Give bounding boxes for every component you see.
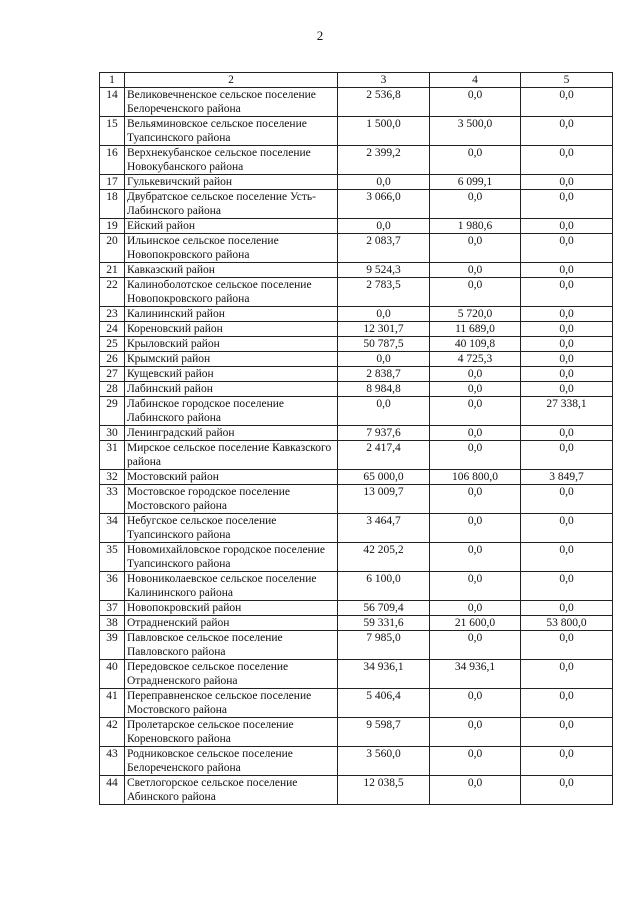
municipality-name: Новониколаевское сельское поселение Калининского района <box>125 572 338 601</box>
table-row <box>100 485 613 514</box>
municipality-name: Пролетарское сельское поселение Кореновского района <box>125 718 338 747</box>
column-header: 3 <box>338 73 430 88</box>
table-row <box>100 352 613 367</box>
municipality-name: Родниковское сельское поселение Белореченского района <box>125 747 338 776</box>
amount-col-4: 11 689,0 <box>430 322 521 337</box>
table-row <box>100 382 613 397</box>
row-number: 32 <box>100 470 125 485</box>
table-row <box>100 146 613 175</box>
amount-col-5: 0,0 <box>521 660 613 689</box>
municipality-name: Верхнекубанское сельское поселение Новокубанского района <box>125 146 338 175</box>
amount-col-3: 9 598,7 <box>338 718 430 747</box>
amount-col-5: 0,0 <box>521 219 613 234</box>
table-row <box>100 543 613 572</box>
municipality-name: Переправненское сельское поселение Мостовского района <box>125 689 338 718</box>
row-number: 31 <box>100 441 125 470</box>
table-row <box>100 190 613 219</box>
amount-col-4: 0,0 <box>430 485 521 514</box>
table-row <box>100 616 613 631</box>
row-number: 22 <box>100 278 125 307</box>
row-number: 40 <box>100 660 125 689</box>
row-number: 18 <box>100 190 125 219</box>
municipality-name: Калиноболотское сельское поселение Новопокровского района <box>125 278 338 307</box>
amount-col-3: 56 709,4 <box>338 601 430 616</box>
municipality-name: Ильинское сельское поселение Новопокровского района <box>125 234 338 263</box>
amount-col-5: 0,0 <box>521 382 613 397</box>
amount-col-5: 0,0 <box>521 175 613 190</box>
amount-col-5: 0,0 <box>521 352 613 367</box>
amount-col-4: 4 725,3 <box>430 352 521 367</box>
table-header-row <box>100 73 613 88</box>
amount-col-4: 0,0 <box>430 689 521 718</box>
amount-col-3: 12 038,5 <box>338 776 430 805</box>
amount-col-4: 0,0 <box>430 572 521 601</box>
table-row <box>100 441 613 470</box>
amount-col-4: 0,0 <box>430 397 521 426</box>
row-number: 33 <box>100 485 125 514</box>
amount-col-3: 8 984,8 <box>338 382 430 397</box>
table-row <box>100 572 613 601</box>
amount-col-4: 0,0 <box>430 441 521 470</box>
municipality-name: Калининский район <box>125 307 338 322</box>
amount-col-3: 7 937,6 <box>338 426 430 441</box>
row-number: 34 <box>100 514 125 543</box>
amount-col-3: 2 838,7 <box>338 367 430 382</box>
amount-col-5: 0,0 <box>521 747 613 776</box>
table-row <box>100 514 613 543</box>
municipality-name: Мирское сельское поселение Кавказского района <box>125 441 338 470</box>
table-row <box>100 263 613 278</box>
amount-col-3: 34 936,1 <box>338 660 430 689</box>
page-number: 2 <box>316 28 324 43</box>
table-row <box>100 601 613 616</box>
amount-col-5: 0,0 <box>521 117 613 146</box>
amount-col-3: 2 536,8 <box>338 88 430 117</box>
municipality-name: Кавказский район <box>125 263 338 278</box>
amount-col-3: 5 406,4 <box>338 689 430 718</box>
row-number: 27 <box>100 367 125 382</box>
amount-col-4: 0,0 <box>430 747 521 776</box>
amount-col-3: 0,0 <box>338 219 430 234</box>
amount-col-3: 3 066,0 <box>338 190 430 219</box>
amount-col-3: 42 205,2 <box>338 543 430 572</box>
row-number: 38 <box>100 616 125 631</box>
municipality-name: Гулькевичский район <box>125 175 338 190</box>
amount-col-4: 0,0 <box>430 234 521 263</box>
municipality-name: Ленинградский район <box>125 426 338 441</box>
amount-col-5: 0,0 <box>521 776 613 805</box>
amount-col-5: 0,0 <box>521 337 613 352</box>
amount-col-3: 2 783,5 <box>338 278 430 307</box>
municipality-name: Кущевский район <box>125 367 338 382</box>
table-row <box>100 631 613 660</box>
municipality-name: Мостовский район <box>125 470 338 485</box>
amount-col-4: 3 500,0 <box>430 117 521 146</box>
municipality-name: Новомихайловское городское поселение Туапсинского района <box>125 543 338 572</box>
amount-col-5: 0,0 <box>521 572 613 601</box>
amount-col-5: 0,0 <box>521 718 613 747</box>
amount-col-3: 0,0 <box>338 352 430 367</box>
amount-col-4: 34 936,1 <box>430 660 521 689</box>
amount-col-4: 0,0 <box>430 426 521 441</box>
municipality-name: Лабинский район <box>125 382 338 397</box>
amount-col-5: 0,0 <box>521 689 613 718</box>
row-number: 26 <box>100 352 125 367</box>
amount-col-3: 0,0 <box>338 307 430 322</box>
allocation-table <box>99 72 613 805</box>
row-number: 21 <box>100 263 125 278</box>
amount-col-5: 0,0 <box>521 367 613 382</box>
amount-col-4: 0,0 <box>430 263 521 278</box>
table-row <box>100 88 613 117</box>
amount-col-5: 53 800,0 <box>521 616 613 631</box>
amount-col-4: 0,0 <box>430 631 521 660</box>
amount-col-3: 0,0 <box>338 175 430 190</box>
municipality-name: Светлогорское сельское поселение Абинского района <box>125 776 338 805</box>
amount-col-4: 0,0 <box>430 88 521 117</box>
amount-col-5: 0,0 <box>521 190 613 219</box>
amount-col-5: 0,0 <box>521 631 613 660</box>
amount-col-3: 9 524,3 <box>338 263 430 278</box>
table-row <box>100 117 613 146</box>
amount-col-4: 40 109,8 <box>430 337 521 352</box>
row-number: 41 <box>100 689 125 718</box>
row-number: 30 <box>100 426 125 441</box>
municipality-name: Мостовское городское поселение Мостовского района <box>125 485 338 514</box>
row-number: 15 <box>100 117 125 146</box>
amount-col-5: 0,0 <box>521 88 613 117</box>
municipality-name: Лабинское городское поселение Лабинского района <box>125 397 338 426</box>
row-number: 42 <box>100 718 125 747</box>
table-row <box>100 747 613 776</box>
table-row <box>100 660 613 689</box>
table-row <box>100 470 613 485</box>
amount-col-4: 5 720,0 <box>430 307 521 322</box>
amount-col-4: 1 980,6 <box>430 219 521 234</box>
municipality-name: Отрадненский район <box>125 616 338 631</box>
amount-col-5: 0,0 <box>521 441 613 470</box>
amount-col-4: 0,0 <box>430 601 521 616</box>
municipality-name: Павловское сельское поселение Павловского района <box>125 631 338 660</box>
row-number: 35 <box>100 543 125 572</box>
column-header: 2 <box>125 73 338 88</box>
amount-col-4: 0,0 <box>430 514 521 543</box>
row-number: 25 <box>100 337 125 352</box>
amount-col-5: 0,0 <box>521 322 613 337</box>
row-number: 17 <box>100 175 125 190</box>
amount-col-5: 0,0 <box>521 601 613 616</box>
row-number: 29 <box>100 397 125 426</box>
amount-col-4: 0,0 <box>430 718 521 747</box>
row-number: 24 <box>100 322 125 337</box>
amount-col-3: 2 083,7 <box>338 234 430 263</box>
table-row <box>100 219 613 234</box>
amount-col-4: 0,0 <box>430 278 521 307</box>
table-row <box>100 175 613 190</box>
amount-col-3: 65 000,0 <box>338 470 430 485</box>
amount-col-4: 0,0 <box>430 776 521 805</box>
row-number: 36 <box>100 572 125 601</box>
amount-col-3: 2 417,4 <box>338 441 430 470</box>
amount-col-4: 106 800,0 <box>430 470 521 485</box>
amount-col-4: 0,0 <box>430 367 521 382</box>
table-row <box>100 307 613 322</box>
table-row <box>100 689 613 718</box>
municipality-name: Небугское сельское поселение Туапсинского района <box>125 514 338 543</box>
amount-col-4: 0,0 <box>430 190 521 219</box>
table-row <box>100 397 613 426</box>
table-row <box>100 337 613 352</box>
amount-col-3: 2 399,2 <box>338 146 430 175</box>
row-number: 19 <box>100 219 125 234</box>
amount-col-5: 0,0 <box>521 263 613 278</box>
row-number: 39 <box>100 631 125 660</box>
table-row <box>100 322 613 337</box>
municipality-name: Передовское сельское поселение Отрадненского района <box>125 660 338 689</box>
amount-col-3: 1 500,0 <box>338 117 430 146</box>
row-number: 37 <box>100 601 125 616</box>
municipality-name: Кореновский район <box>125 322 338 337</box>
amount-col-4: 6 099,1 <box>430 175 521 190</box>
column-header: 4 <box>430 73 521 88</box>
municipality-name: Вельяминовское сельское поселение Туапсинского района <box>125 117 338 146</box>
municipality-name: Новопокровский район <box>125 601 338 616</box>
table-row <box>100 426 613 441</box>
row-number: 44 <box>100 776 125 805</box>
table-row <box>100 278 613 307</box>
amount-col-4: 0,0 <box>430 146 521 175</box>
row-number: 23 <box>100 307 125 322</box>
municipality-name: Крымский район <box>125 352 338 367</box>
table-row <box>100 234 613 263</box>
amount-col-5: 0,0 <box>521 543 613 572</box>
amount-col-3: 12 301,7 <box>338 322 430 337</box>
row-number: 20 <box>100 234 125 263</box>
table-row <box>100 718 613 747</box>
municipality-name: Двубратское сельское поселение Усть-Лабинского района <box>125 190 338 219</box>
row-number: 14 <box>100 88 125 117</box>
amount-col-5: 27 338,1 <box>521 397 613 426</box>
amount-col-4: 0,0 <box>430 543 521 572</box>
amount-col-4: 0,0 <box>430 382 521 397</box>
municipality-name: Ейский район <box>125 219 338 234</box>
municipality-name: Великовечненское сельское поселение Белореченского района <box>125 88 338 117</box>
row-number: 28 <box>100 382 125 397</box>
amount-col-3: 59 331,6 <box>338 616 430 631</box>
amount-col-3: 13 009,7 <box>338 485 430 514</box>
amount-col-5: 0,0 <box>521 426 613 441</box>
amount-col-3: 3 464,7 <box>338 514 430 543</box>
amount-col-3: 3 560,0 <box>338 747 430 776</box>
amount-col-5: 0,0 <box>521 234 613 263</box>
column-header: 5 <box>521 73 613 88</box>
row-number: 16 <box>100 146 125 175</box>
column-header: 1 <box>100 73 125 88</box>
amount-col-5: 0,0 <box>521 146 613 175</box>
table-row <box>100 776 613 805</box>
amount-col-3: 7 985,0 <box>338 631 430 660</box>
amount-col-5: 0,0 <box>521 307 613 322</box>
amount-col-3: 0,0 <box>338 397 430 426</box>
row-number: 43 <box>100 747 125 776</box>
amount-col-5: 3 849,7 <box>521 470 613 485</box>
amount-col-3: 6 100,0 <box>338 572 430 601</box>
amount-col-5: 0,0 <box>521 485 613 514</box>
table-row <box>100 367 613 382</box>
amount-col-5: 0,0 <box>521 278 613 307</box>
amount-col-4: 21 600,0 <box>430 616 521 631</box>
amount-col-5: 0,0 <box>521 514 613 543</box>
municipality-name: Крыловский район <box>125 337 338 352</box>
amount-col-3: 50 787,5 <box>338 337 430 352</box>
